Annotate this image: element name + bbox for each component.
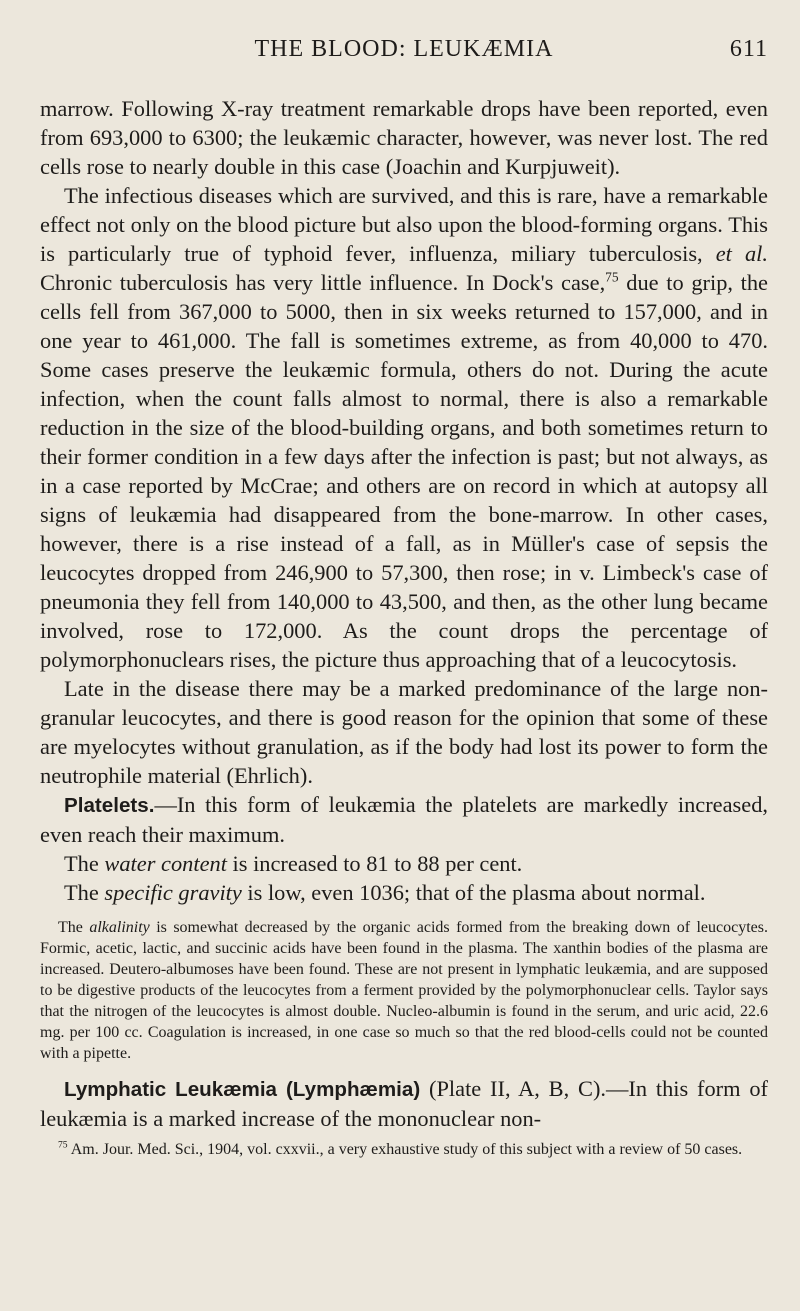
paragraph-platelets — [40, 790, 768, 849]
text-run: is low, even 1036; that of the plasma about normal. — [241, 880, 706, 905]
italic-text: alkalinity — [89, 919, 150, 936]
text-run: —In this form of leukæmia the platelets are markedly increased, even reach their maximum. — [40, 792, 768, 847]
text-run: The — [64, 851, 105, 876]
text-run: Chronic tuberculosis has very little influence. In Dock's case, — [40, 270, 606, 295]
running-header — [40, 36, 768, 63]
italic-text: water content — [104, 851, 227, 876]
section-heading: Lymphatic Leukæmia (Lymphæmia) — [64, 1078, 421, 1101]
footnote-marker: 75 — [58, 1139, 68, 1151]
text-run: (Plate II, A, B, C).—In this form of leukæmia is a marked increase of the mononuclear non- — [40, 1076, 768, 1131]
page-body — [40, 94, 768, 1160]
section-heading: Platelets. — [64, 794, 155, 817]
footnote-reference: 75 — [605, 269, 619, 285]
footnote — [40, 1139, 768, 1160]
running-title: THE BLOOD: LEUKÆMIA — [254, 36, 554, 62]
text-run: is somewhat decreased by the organic acids formed from the breaking down of leucocytes. Formic, acetic, lactic, and succinic acids have been found in the plasma. The xanthin bodies of the plasma are increased. Deutero-albumoses have been found. These are not present in lymphatic leukæmia, and are supposed to be digestive products of the leucocytes from a ferment provided by the polymorphonuclear cells. Taylor says that the nitrogen of the leucocytes is almost double. Nucleo-albumin is found in the serum, and uric acid, 22.6 mg. per 100 cc. Coagulation is increased, in one case so much so that the red blood-cells could not be counted with a pipette. — [40, 919, 769, 1062]
footnote-text: Am. Jour. Med. Sci., 1904, vol. cxxvii., a very exhaustive study of this subject with a review of 50 cases. — [67, 1141, 743, 1158]
text-run: The — [58, 919, 90, 936]
paragraph-lymphatic-leukaemia — [40, 1074, 768, 1133]
paragraph-continuation: marrow. Following X-ray treatment remarkable drops have been reported, even from 693,000 to 6300; the leukæmic character, however, was never lost. The red cells rose to nearly double in this case (Joachin and Kurpjuweit). — [40, 96, 768, 179]
page-number: 611 — [729, 36, 768, 62]
paragraph-infectious-diseases — [40, 181, 768, 674]
paragraph-alkalinity — [40, 917, 768, 1064]
paragraph-specific-gravity — [40, 878, 768, 907]
text-run: The infectious diseases which are survived, and this is rare, have a remarkable effect not only on the blood picture but also upon the blood-forming organs. This is particularly true of typhoid fever, influenza, miliary tuberculosis, — [40, 183, 768, 266]
text-run: The — [64, 880, 105, 905]
paragraph-late-disease: Late in the disease there may be a marked predominance of the large non-granular leucocytes, and there is good reason for the opinion that some of these are myelocytes without granulation, as if the body had lost its power to form the neutrophile material (Ehrlich). — [40, 676, 768, 788]
text-run: is increased to 81 to 88 per cent. — [226, 851, 523, 876]
paragraph-water-content — [40, 849, 768, 878]
text-run: due to grip, the cells fell from 367,000 to 5000, then in six weeks returned to 157,000, and in one year to 461,000. The fall is sometimes extreme, as from 40,000 to 470. Some cases preserve the leukæmic formula, others do not. During the acute infection, when the count falls almost to normal, there is also a remarkable reduction in the size of the blood-building organs, and both sometimes return to their former condition in a few days after the infection is past; but not always, as in a case reported by McCrae; and others are on record in which at autopsy all signs of leukæmia had disappeared from the bone-marrow. In other cases, however, there is a rise instead of a fall, as in Müller's case of sepsis the leucocytes dropped from 246,900 to 57,300, then rose; in v. Limbeck's case of pneumonia they fell from 140,000 to 43,500, and then, as the other lung became involved, rose to 172,000. As the count drops the percentage of polymorphonuclears rises, the picture thus approaching that of a leucocytosis. — [40, 270, 768, 672]
italic-text: et al. — [715, 241, 768, 266]
italic-text: specific gravity — [104, 880, 242, 905]
